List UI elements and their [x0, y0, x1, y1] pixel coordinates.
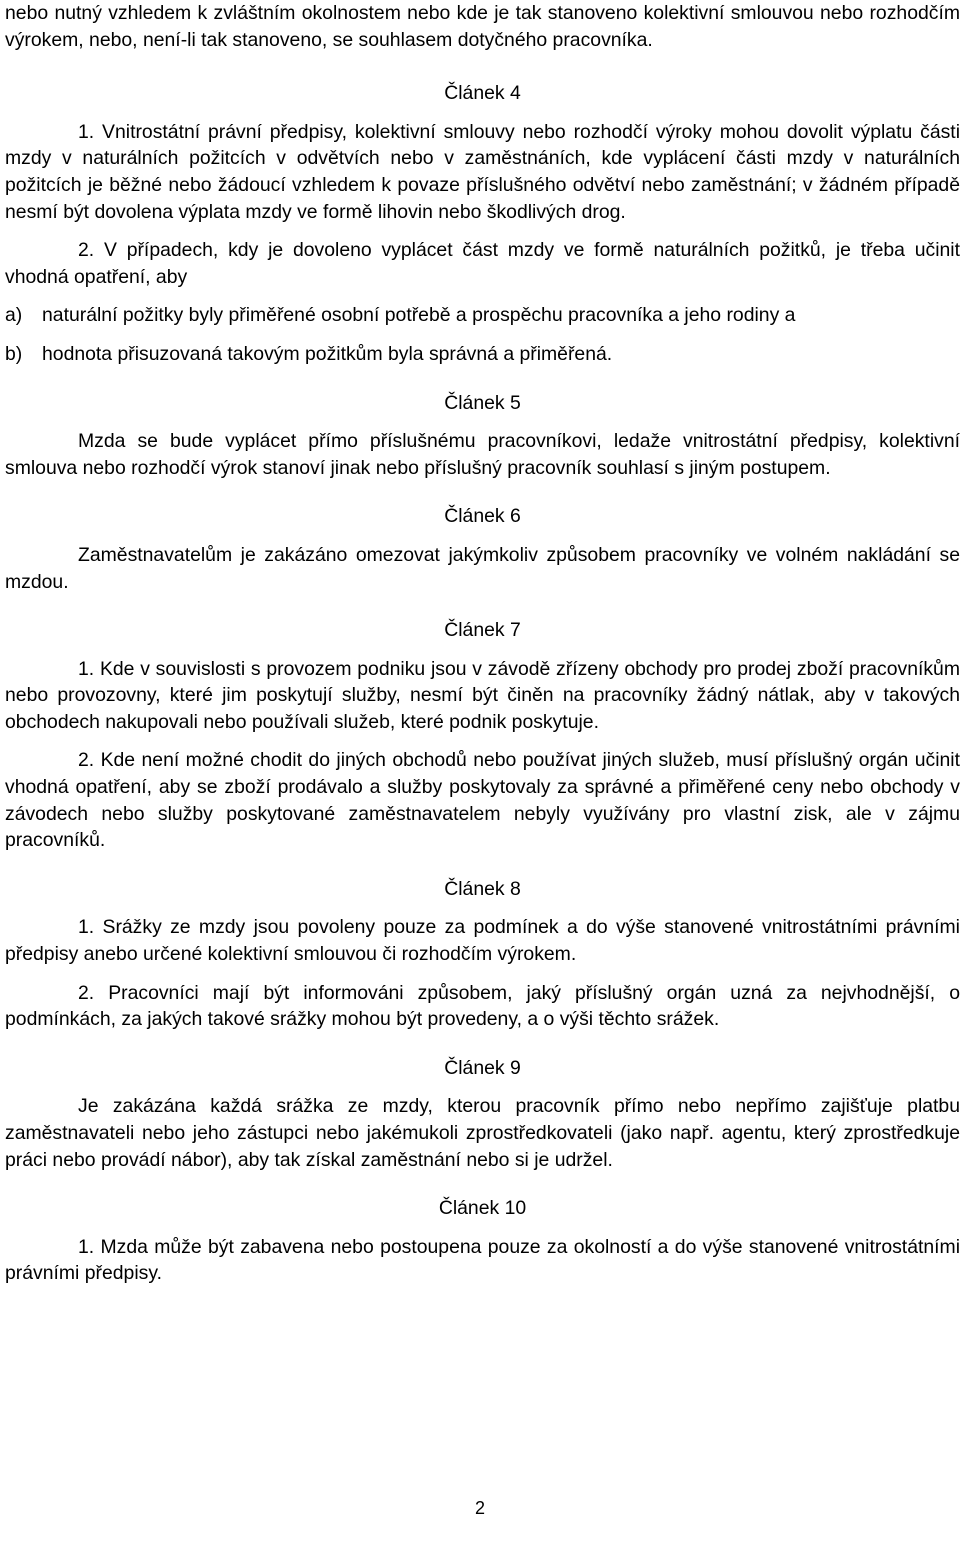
article-4-heading: Článek 4 — [444, 82, 521, 105]
item-b-text: hodnota přisuzovaná takovým požitkům byla správná a přiměřená. — [42, 342, 613, 365]
article-5-paragraph-1: Mzda se bude vyplácet přímo příslušnému pracovníkovi, ledaže vnitrostátní předpisy, kolektivní smlouva nebo rozhodčí výrok stanoví jinak nebo příslušný pracovník souhlasí s jiným postupem. — [5, 430, 960, 479]
article-5-heading: Článek 5 — [444, 391, 521, 414]
item-b-marker: b) — [5, 342, 23, 365]
article-8-paragraph-2: 2. Pracovníci mají být informováni způsobem, jaký příslušný orgán uzná za nejvhodnější, o podmínkách, za jakých takové srážky mohou být provedeny, a o výši těchto srážek. — [5, 981, 960, 1031]
page-number: 2 — [474, 1498, 485, 1518]
article-9-paragraph-1: Je zakázána každá srážka ze mzdy, kterou pracovník přímo nebo nepřímo zajišťuje platbu zaměstnavateli nebo jeho zástupci nebo jakémukoli zprostředkovateli (jako např. agentu, který zprostředkuje práci nebo provádí nábor), aby tak získal zaměstnání nebo si je udržel. — [5, 1095, 960, 1171]
intro-paragraph: nebo nutný vzhledem k zvláštním okolnostem nebo kde je tak stanoveno kolektivní smlouvou nebo rozhodčím výrokem, nebo, není-li tak stanoveno, se souhlasem dotyčného pracovníka. — [5, 2, 960, 51]
article-6-paragraph-1: Zaměstnavatelům je zakázáno omezovat jakýmkoliv způsobem pracovníky ve volném nakládání se mzdou. — [5, 543, 960, 593]
item-a-text: naturální požitky byly přiměřené osobní potřebě a prospěchu pracovníka a jeho rodiny a — [42, 304, 796, 327]
article-7-paragraph-2: 2. Kde není možné chodit do jiných obchodů nebo používat jiných služeb, musí příslušný orgán učinit vhodná opatření, aby se zboží prodávalo a služby poskytovaly za správné a přiměřené ceny nebo obchody v závodech nebo služby poskytované zaměstnavatelem nebyly využívány pro vlastní zisk, ale v zájmu pracovníků. — [5, 749, 960, 852]
article-7-paragraph-1: 1. Kde v souvislosti s provozem podniku jsou v závodě zřízeny obchody pro prodej zboží pracovníkům nebo provozovny, které jim poskytují služby, nesmí být činěn na pracovníky žádný nátlak, aby v takových obchodech nakupovali nebo používali služeb, které podnik poskytuje. — [5, 657, 960, 733]
article-8-paragraph-1: 1. Srážky ze mzdy jsou povoleny pouze za podmínek a do výše stanovené vnitrostátními právními předpisy anebo určené kolektivní smlouvou či rozhodčím výrokem. — [5, 916, 960, 966]
document-page — [5, 0, 960, 1287]
article-10-heading: Článek 10 — [438, 1197, 527, 1220]
article-4-item-a — [5, 302, 960, 329]
article-9-heading: Článek 9 — [444, 1056, 521, 1079]
article-4-item-b — [5, 341, 960, 368]
article-8-heading: Článek 8 — [444, 877, 521, 900]
article-4-paragraph-2: 2. V případech, kdy je dovoleno vyplácet část mzdy ve formě naturálních požitků, je třeba učinit vhodná opatření, aby — [5, 239, 960, 288]
article-4-paragraph-1: 1. Vnitrostátní právní předpisy, kolektivní smlouvy nebo rozhodčí výroky mohou dovolit výplatu části mzdy v naturálních požitcích v odvětvích nebo v zaměstnáních, kde vyplácení části mzdy v naturálních požitcích je běžné nebo žádoucí vzhledem k povaze příslušného odvětví nebo zaměstnání; v žádném případě nesmí být dovolena výplata mzdy ve formě lihovin nebo škodlivých drog. — [5, 120, 960, 223]
article-10-paragraph-1: 1. Mzda může být zabavena nebo postoupena pouze za okolností a do výše stanovené vnitrostátními právními předpisy. — [5, 1235, 960, 1285]
item-a-marker: a) — [5, 304, 23, 327]
article-7-heading: Článek 7 — [444, 619, 521, 642]
article-6-heading: Článek 6 — [444, 505, 521, 528]
